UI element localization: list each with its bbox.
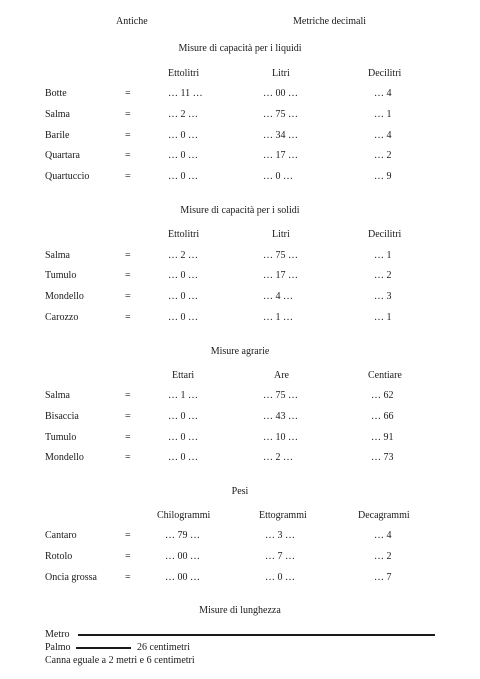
row-value-2: … 43 …	[263, 411, 298, 422]
row-name: Quartuccio	[45, 171, 90, 182]
row-value-2: … 10 …	[263, 432, 298, 443]
table-row	[0, 250, 480, 264]
row-name: Tumulo	[45, 432, 77, 443]
row-name: Cantaro	[45, 530, 77, 541]
row-equals: =	[125, 432, 131, 443]
row-equals: =	[125, 109, 131, 120]
metro-line	[78, 634, 435, 636]
row-value-3: … 2	[374, 150, 392, 161]
canna-text: Canna eguale a 2 metri e 6 centimetri	[45, 655, 195, 666]
col-head-centiare: Centiare	[368, 370, 402, 381]
table-row	[0, 130, 480, 144]
col-head-are: Are	[274, 370, 289, 381]
row-value-2: … 17 …	[263, 270, 298, 281]
row-equals: =	[125, 411, 131, 422]
row-value-3: … 1	[374, 312, 392, 323]
row-value-1: … 0 …	[168, 130, 198, 141]
row-value-2: … 4 …	[263, 291, 293, 302]
col-head-ettolitri: Ettolitri	[168, 229, 200, 240]
table-row	[0, 432, 480, 446]
row-value-1: … 1 …	[168, 390, 198, 401]
row-value-1: … 0 …	[168, 452, 198, 463]
row-name: Bisaccia	[45, 411, 79, 422]
row-equals: =	[125, 530, 131, 541]
row-value-3: … 62	[371, 390, 394, 401]
row-value-2: … 7 …	[265, 551, 295, 562]
table-row	[0, 88, 480, 102]
row-value-3: … 3	[374, 291, 392, 302]
row-value-2: … 17 …	[263, 150, 298, 161]
row-name: Rotolo	[45, 551, 73, 562]
row-value-2: … 75 …	[263, 250, 298, 261]
row-name: Salma	[45, 390, 70, 401]
row-value-2: … 00 …	[263, 88, 298, 99]
section-title-pesi: Pesi	[231, 486, 249, 497]
row-value-3: … 4	[374, 88, 392, 99]
section-title-lunghezza: Misure di lunghezza	[199, 605, 281, 616]
row-name: Carozzo	[45, 312, 79, 323]
table-row	[0, 551, 480, 565]
row-equals: =	[125, 452, 131, 463]
row-equals: =	[125, 291, 131, 302]
row-value-2: … 1 …	[263, 312, 293, 323]
row-value-3: … 4	[374, 130, 392, 141]
row-equals: =	[125, 551, 131, 562]
row-equals: =	[125, 130, 131, 141]
palmo-value: 26 centimetri	[137, 642, 191, 653]
col-head-ettogrammi: Ettogrammi	[259, 510, 307, 521]
row-value-2: … 2 …	[263, 452, 293, 463]
row-name: Salma	[45, 250, 70, 261]
row-value-2: … 75 …	[263, 109, 298, 120]
row-equals: =	[125, 572, 131, 583]
table-row	[0, 572, 480, 586]
section-title-solidi: Misure di capacità per i solidi	[180, 205, 300, 216]
col-head-litri: Litri	[272, 68, 290, 79]
row-name: Mondello	[45, 452, 84, 463]
col-head-decagrammi: Decagrammi	[358, 510, 410, 521]
col-head-litri: Litri	[272, 229, 290, 240]
metro-label: Metro	[45, 629, 70, 640]
table-row	[0, 530, 480, 544]
row-value-3: … 7	[374, 572, 392, 583]
row-value-1: … 0 …	[168, 270, 198, 281]
col-head-ettari: Ettari	[172, 370, 195, 381]
row-equals: =	[125, 312, 131, 323]
row-value-3: … 73	[371, 452, 394, 463]
col-head-ettolitri: Ettolitri	[168, 68, 200, 79]
row-value-2: … 3 …	[265, 530, 295, 541]
row-equals: =	[125, 270, 131, 281]
table-row	[0, 270, 480, 284]
row-value-1: … 00 …	[165, 572, 200, 583]
row-equals: =	[125, 250, 131, 261]
row-value-1: … 00 …	[165, 551, 200, 562]
palmo-line	[76, 647, 131, 649]
row-value-1: … 11 …	[168, 88, 203, 99]
palmo-label: Palmo	[45, 642, 71, 653]
col-head-decilitri: Decilitri	[368, 68, 402, 79]
row-value-3: … 4	[374, 530, 392, 541]
row-value-2: … 0 …	[263, 171, 293, 182]
row-value-1: … 0 …	[168, 432, 198, 443]
row-value-3: … 1	[374, 250, 392, 261]
row-value-3: … 91	[371, 432, 394, 443]
table-row	[0, 452, 480, 466]
row-value-1: … 0 …	[168, 150, 198, 161]
row-value-2: … 34 …	[263, 130, 298, 141]
section-title-agrarie: Misure agrarie	[210, 346, 270, 357]
row-value-1: … 0 …	[168, 312, 198, 323]
row-value-1: … 2 …	[168, 109, 198, 120]
row-value-3: … 1	[374, 109, 392, 120]
row-value-1: … 79 …	[165, 530, 200, 541]
row-value-2: … 75 …	[263, 390, 298, 401]
row-name: Salma	[45, 109, 70, 120]
row-name: Barile	[45, 130, 70, 141]
row-value-1: … 0 …	[168, 291, 198, 302]
row-equals: =	[125, 390, 131, 401]
row-value-3: … 2	[374, 551, 392, 562]
row-value-1: … 0 …	[168, 411, 198, 422]
row-value-3: … 9	[374, 171, 392, 182]
row-name: Quartara	[45, 150, 80, 161]
table-row	[0, 411, 480, 425]
header-metriche-decimali: Metriche decimali	[293, 16, 367, 27]
row-value-1: … 0 …	[168, 171, 198, 182]
col-head-decilitri: Decilitri	[368, 229, 402, 240]
table-row	[0, 291, 480, 305]
row-equals: =	[125, 150, 131, 161]
table-row	[0, 109, 480, 123]
table-row	[0, 390, 480, 404]
col-head-chilogrammi: Chilogrammi	[157, 510, 211, 521]
row-equals: =	[125, 171, 131, 182]
row-name: Mondello	[45, 291, 84, 302]
row-name: Oncia grossa	[45, 572, 97, 583]
header-antiche: Antiche	[116, 16, 148, 27]
row-value-3: … 2	[374, 270, 392, 281]
row-equals: =	[125, 88, 131, 99]
table-row	[0, 150, 480, 164]
row-value-2: … 0 …	[265, 572, 295, 583]
row-value-3: … 66	[371, 411, 394, 422]
table-row	[0, 312, 480, 326]
row-name: Botte	[45, 88, 67, 99]
row-name: Tumulo	[45, 270, 77, 281]
table-row	[0, 171, 480, 185]
section-title-liquidi: Misure di capacità per i liquidi	[178, 43, 302, 54]
row-value-1: … 2 …	[168, 250, 198, 261]
